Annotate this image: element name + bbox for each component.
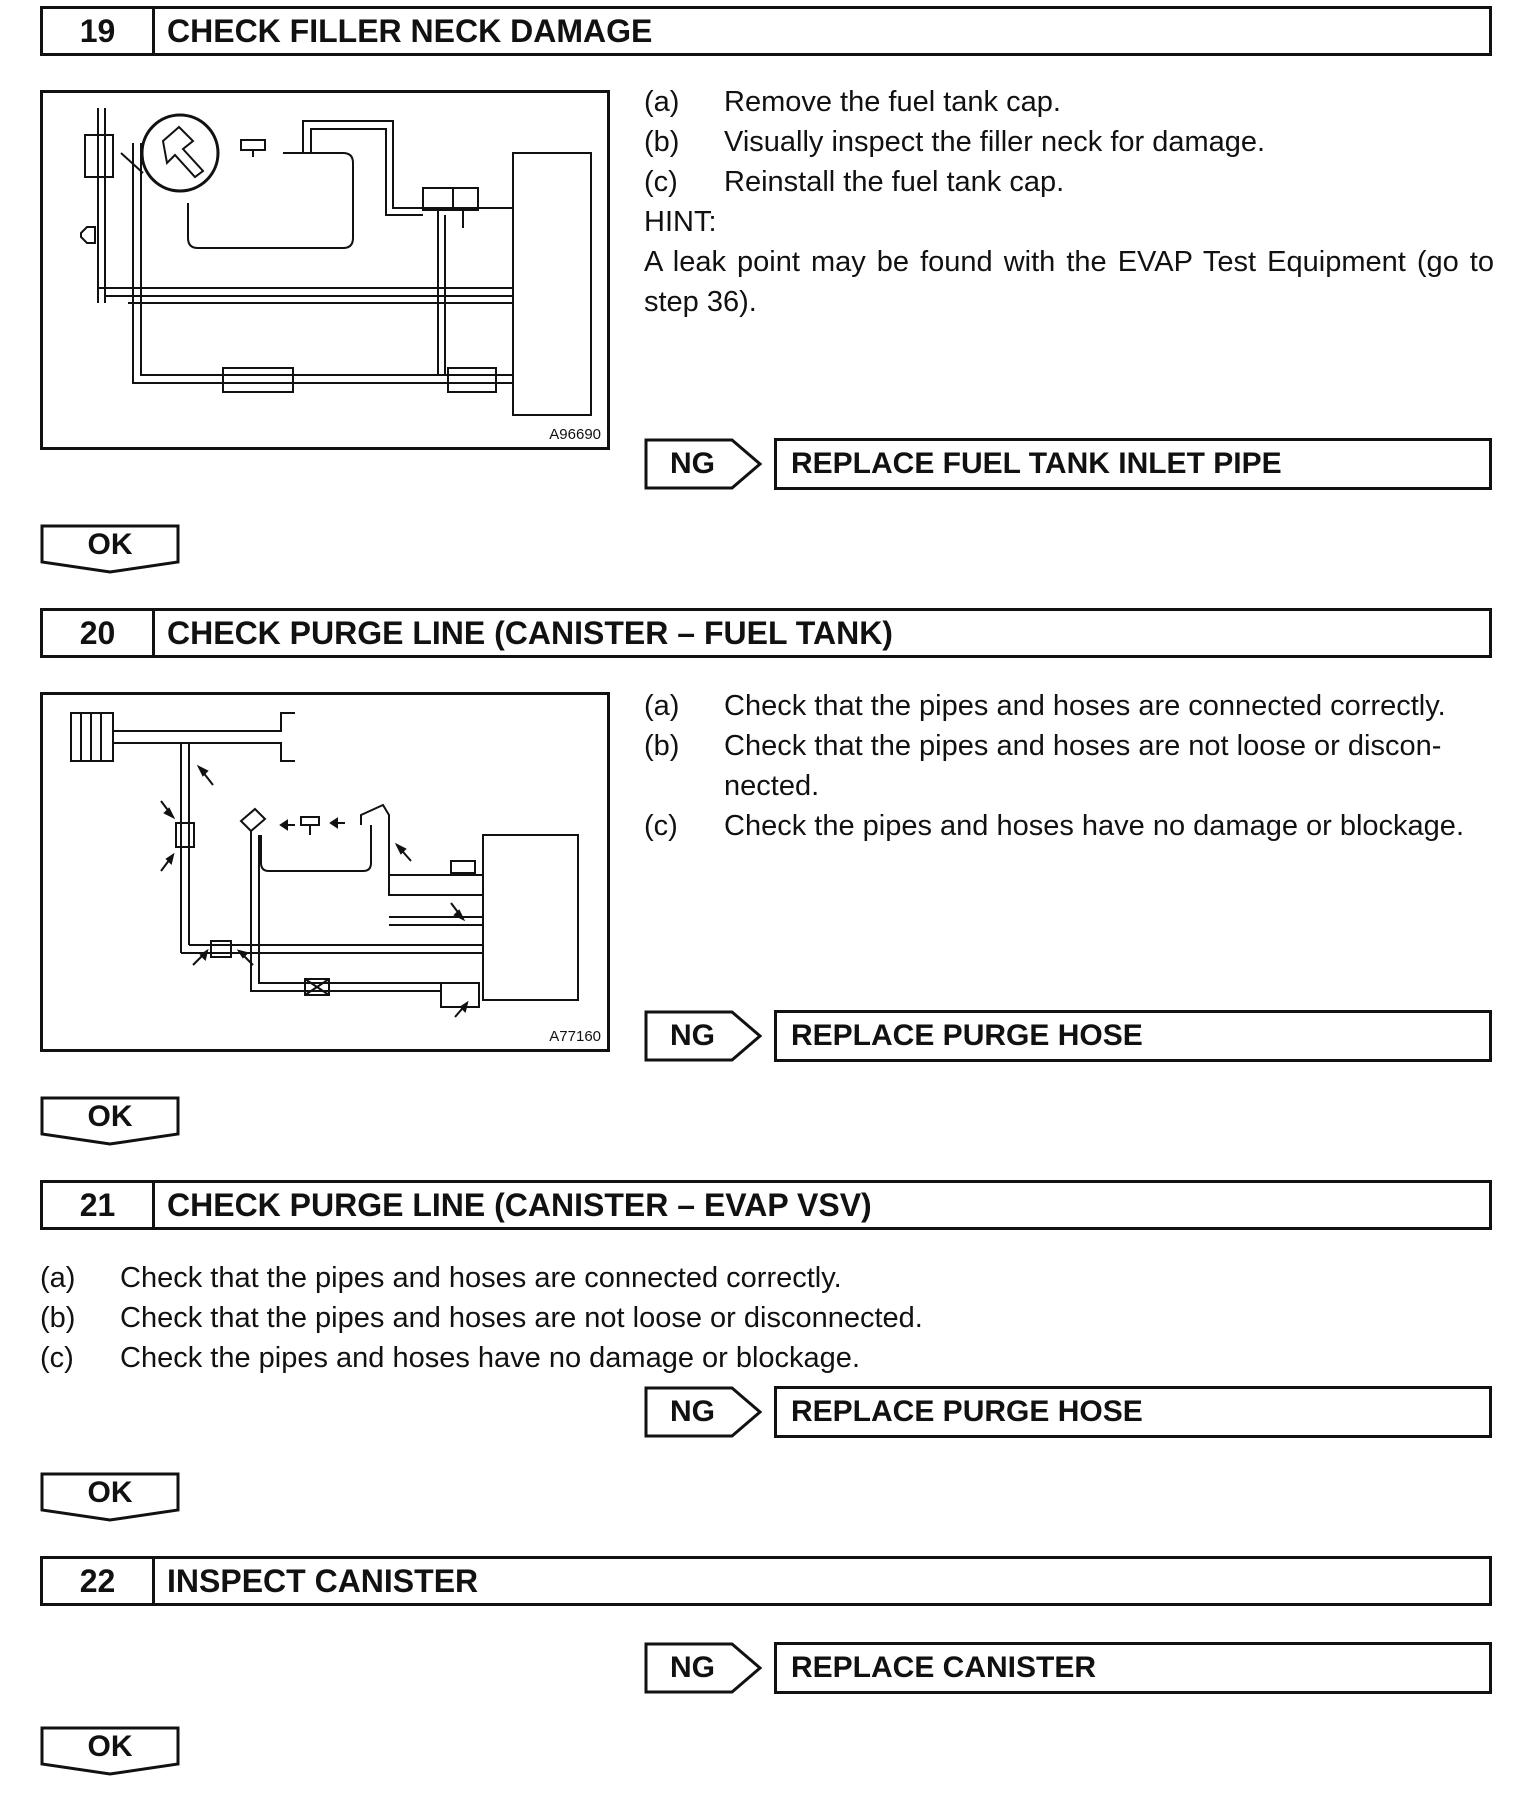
ng-label: NG	[670, 1395, 715, 1428]
step-21-ok	[40, 1472, 180, 1522]
instruction-row	[644, 82, 1494, 122]
step-21-header	[40, 1180, 1492, 1230]
ng-label: NG	[670, 1019, 715, 1052]
instruction-text: Remove the fuel tank cap.	[724, 86, 1061, 118]
ng-tag	[644, 438, 768, 490]
instruction-text: Check the pipes and hoses have no damage or blockage.	[120, 1342, 860, 1374]
step-title: CHECK PURGE LINE (CANISTER – FUEL TANK)	[167, 614, 893, 651]
step-20-ng-result	[644, 1010, 1492, 1062]
instruction-label: (b)	[40, 1302, 76, 1334]
step-19-ok	[40, 524, 180, 574]
step-number: 19	[43, 9, 155, 53]
instruction-text: Check that the pipes and hoses are not loose or disconnected.	[120, 1302, 923, 1334]
instruction-text: Visually inspect the filler neck for damage.	[724, 126, 1266, 158]
step-20-instructions	[644, 686, 1494, 846]
filler-neck-diagram	[40, 90, 610, 450]
evap-system-diagram-19	[43, 93, 607, 447]
instruction-row	[644, 122, 1494, 162]
instruction-text: Check that the pipes and hoses are connected correctly.	[120, 1262, 842, 1294]
step-19-instructions	[644, 82, 1494, 322]
ng-tag	[644, 1642, 768, 1694]
step-title: INSPECT CANISTER	[167, 1562, 479, 1599]
ok-label: OK	[87, 1100, 133, 1133]
hint-text: A leak point may be found with the EVAP Test Equipment (go to step 36).	[644, 246, 1494, 318]
purge-line-tank-diagram	[40, 692, 610, 1052]
ng-action: REPLACE PURGE HOSE	[774, 1010, 1492, 1062]
ng-tag	[644, 1386, 768, 1438]
ok-label: OK	[87, 1730, 133, 1763]
ng-tag	[644, 1010, 768, 1062]
instruction-text: Check that the pipes and hoses are not loose or discon-nected.	[724, 730, 1442, 802]
instruction-label: (c)	[644, 166, 678, 198]
instruction-label: (c)	[40, 1342, 74, 1374]
ng-label: NG	[670, 1651, 715, 1684]
ng-action: REPLACE PURGE HOSE	[774, 1386, 1492, 1438]
instruction-row	[40, 1298, 1490, 1338]
ok-label: OK	[87, 1476, 133, 1509]
ok-label: OK	[87, 528, 133, 561]
instruction-label: (a)	[644, 86, 680, 118]
step-number: 22	[43, 1559, 155, 1603]
instruction-row	[644, 726, 1494, 806]
instruction-label: (a)	[644, 690, 680, 722]
step-number: 20	[43, 611, 155, 655]
instruction-label: (a)	[40, 1262, 76, 1294]
instruction-label: (b)	[644, 730, 680, 762]
hint-label: HINT:	[644, 206, 717, 238]
instruction-text: Check that the pipes and hoses are connected correctly.	[724, 690, 1446, 722]
step-21-ng-result	[644, 1386, 1492, 1438]
instruction-row	[644, 686, 1494, 726]
instruction-row	[644, 806, 1494, 846]
step-19-header	[40, 6, 1492, 56]
instruction-row	[40, 1258, 1490, 1298]
step-20-header	[40, 608, 1492, 658]
step-20-ok	[40, 1096, 180, 1146]
step-22-ok	[40, 1726, 180, 1776]
figure-id: A77160	[549, 1028, 601, 1045]
step-title: CHECK FILLER NECK DAMAGE	[167, 12, 653, 49]
ng-action: REPLACE FUEL TANK INLET PIPE	[774, 438, 1492, 490]
figure-id: A96690	[549, 426, 601, 443]
evap-system-diagram-20	[43, 695, 607, 1049]
instruction-label: (b)	[644, 126, 680, 158]
instruction-text: Reinstall the fuel tank cap.	[724, 166, 1065, 198]
instruction-row	[644, 162, 1494, 202]
step-19-ng-result	[644, 438, 1492, 490]
step-title: CHECK PURGE LINE (CANISTER – EVAP VSV)	[167, 1186, 872, 1223]
instruction-row	[40, 1338, 1490, 1378]
step-22-header	[40, 1556, 1492, 1606]
ng-action: REPLACE CANISTER	[774, 1642, 1492, 1694]
instruction-label: (c)	[644, 810, 678, 842]
step-22-ng-result	[644, 1642, 1492, 1694]
ng-label: NG	[670, 447, 715, 480]
step-21-instructions	[40, 1258, 1490, 1378]
step-number: 21	[43, 1183, 155, 1227]
instruction-text: Check the pipes and hoses have no damage or blockage.	[724, 810, 1464, 842]
